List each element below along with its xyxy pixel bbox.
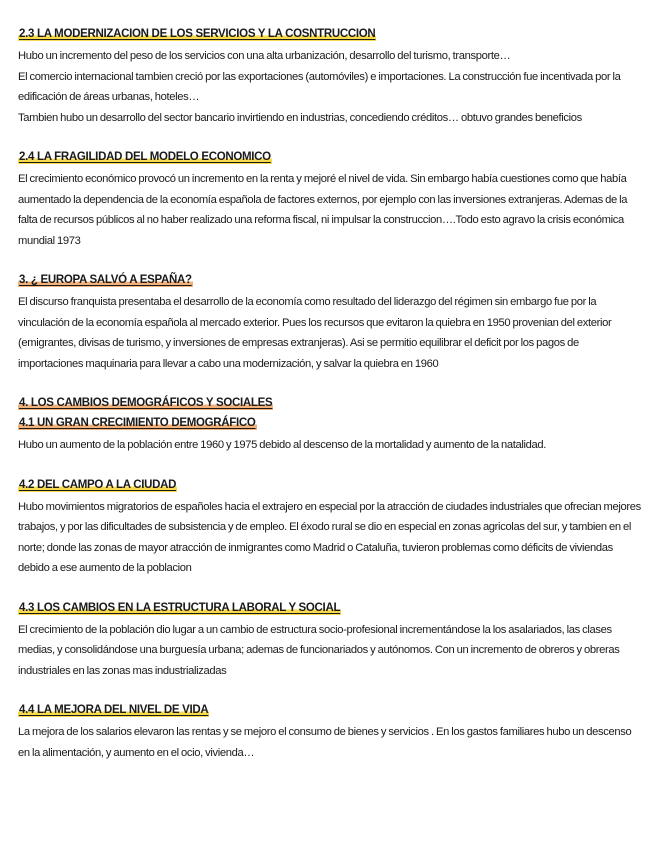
paragraph: El discurso franquista presentaba el desarrollo de la economía como resultado del liderazgo del régimen sin embargo fue por la vinculación de la economía española al mercado exterior. Pues los recursos que evitaron la quiebra en 1950 provenian del exterior (emigrantes, divisas de turismo, y inversiones de empresas extranjeras). Asi se permitio equilibrar el deficit por los pagos de importaciones maquinaria para llevar a cabo una modernización, y salvar la quiebra en 1960 bbox=[18, 296, 612, 370]
section-heading: 4.3 LOS CAMBIOS EN LA ESTRUCTURA LABORAL Y SOCIAL bbox=[18, 601, 341, 618]
heading-wrap bbox=[18, 147, 644, 167]
paragraph: El crecimiento de la población dio lugar a un cambio de estructura socio-profesional incrementándose la los asalariados, las clases medias, y consolidándose una burguesía urbana; ademas de funcionariados y autónomos. Con un incremento de obreros y obreras industriales en las zonas mas industrializadas bbox=[18, 623, 620, 677]
section-4-4 bbox=[18, 700, 644, 763]
heading-wrap bbox=[18, 700, 644, 720]
section-heading: 4.2 DEL CAMPO A LA CIUDAD bbox=[18, 478, 177, 495]
section-3 bbox=[18, 270, 644, 374]
section-heading: 3. ¿ EUROPA SALVÓ A ESPAÑA? bbox=[18, 273, 193, 290]
paragraph: La mejora de los salarios elevaron las rentas y se mejoro el consumo de bienes y servicios . En los gastos familiares hubo un descenso en la alimentación, y aumento en el ocio, vivienda… bbox=[18, 726, 632, 759]
paragraph: Hubo movimientos migratorios de españoles hacia el extrajero en especial por la atracción de ciudades industriales que ofrecian mejores trabajos, y por las dificultades de subsistencia y de empleo. El éxodo rural se dio en especial en zonas agricolas del sur, y tambien en el norte; donde las zonas de mayor atracción de inmigrantes como Madrid o Cataluña, tuvieron problemas como déficits de viviendas debido a ese aumento de la poblacion bbox=[18, 500, 641, 574]
section-heading: 4.4 LA MEJORA DEL NIVEL DE VIDA bbox=[18, 703, 209, 720]
section-4 bbox=[18, 393, 644, 456]
section-heading: 2.4 LA FRAGILIDAD DEL MODELO ECONOMICO bbox=[18, 150, 272, 167]
section-4-2 bbox=[18, 475, 644, 579]
section-4-3 bbox=[18, 598, 644, 682]
heading-wrap bbox=[18, 24, 644, 44]
section-heading: 4. LOS CAMBIOS DEMOGRÁFICOS Y SOCIALES bbox=[18, 396, 273, 413]
document-page bbox=[18, 24, 644, 782]
paragraph: Hubo un incremento del peso de los servicios con una alta urbanización, desarrollo del turismo, transporte… bbox=[18, 50, 511, 62]
paragraph: El crecimiento económico provocó un incremento en la renta y mejoré el nivel de vida. Sin embargo había cuestiones como que había aumentado la dependencia de la economía española de factores externos, por ejemplo con las inversiones extranjeras. Ademas de la falta de recursos públicos al no haber realizado una reforma fiscal, ni impulsar la construccion….Todo esto agravo la crisis económica mundial 1973 bbox=[18, 173, 628, 247]
heading-wrap bbox=[18, 598, 644, 618]
section-2-4 bbox=[18, 147, 644, 251]
heading-wrap bbox=[18, 393, 644, 413]
paragraph: El comercio internacional tambien creció por las exportaciones (automóviles) e importaciones. La construcción fue incentivada por la edificación de áreas urbanas, hoteles… bbox=[18, 70, 621, 103]
heading-wrap bbox=[18, 475, 644, 495]
section-heading: 2.3 LA MODERNIZACION DE LOS SERVICIOS Y LA COSNTRUCCION bbox=[18, 27, 376, 44]
paragraph: Tambien hubo un desarrollo del sector bancario invirtiendo en industrias, concediendo créditos… obtuvo grandes beneficios bbox=[18, 111, 582, 124]
section-subheading: 4.1 UN GRAN CRECIMIENTO DEMOGRÁFICO bbox=[18, 416, 257, 433]
heading-wrap bbox=[18, 270, 644, 290]
paragraph: Hubo un aumento de la población entre 1960 y 1975 debido al descenso de la mortalidad y aumento de la natalidad. bbox=[18, 439, 546, 451]
section-2-3 bbox=[18, 24, 644, 128]
heading-wrap bbox=[18, 413, 644, 433]
